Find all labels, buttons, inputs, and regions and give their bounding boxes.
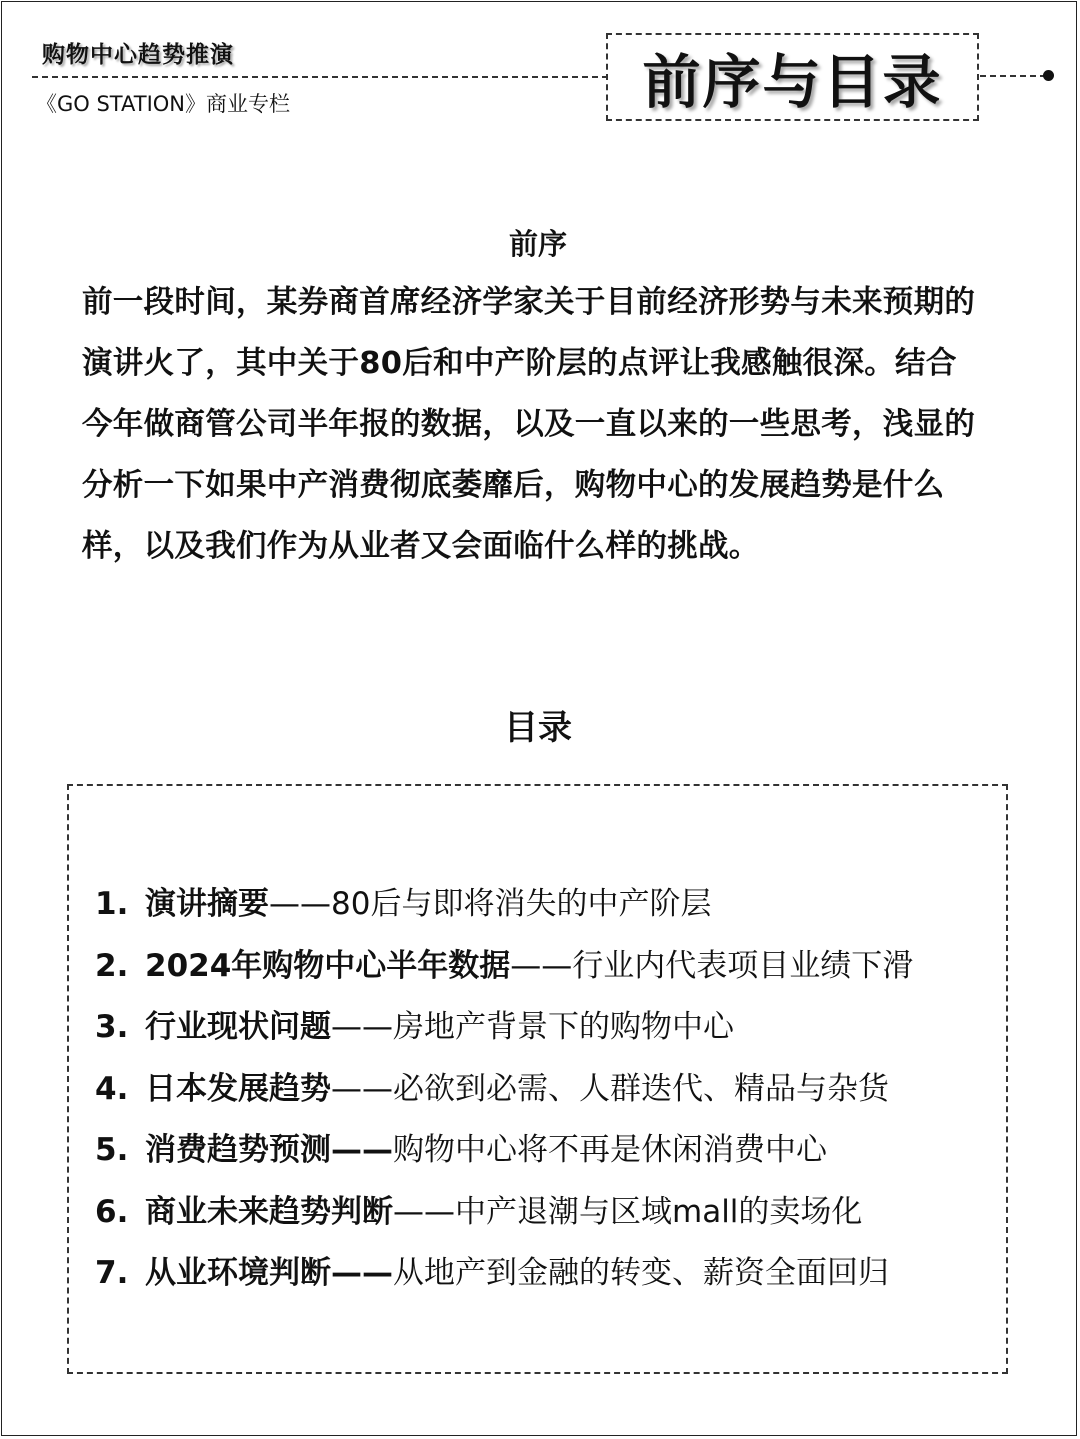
toc-item-subtitle: ——行业内代表项目业绩下滑 [510, 947, 914, 984]
toc-item [95, 1182, 1007, 1244]
toc-item-number: 1. [95, 886, 129, 922]
toc-item-number: 7. [95, 1255, 129, 1291]
toc-item-title: 消费趋势预测—— [145, 1132, 393, 1168]
toc-item-number: 4. [95, 1070, 129, 1107]
toc-item-title: 商业未来趋势判断 [145, 1193, 393, 1230]
toc-item-title: 行业现状问题 [145, 1009, 331, 1045]
header-divider-left [32, 76, 608, 78]
toc-item [95, 997, 1007, 1059]
page-title-box [606, 33, 979, 121]
toc-list [95, 874, 1007, 1305]
toc-item-number: 5. [95, 1132, 129, 1168]
toc-box [67, 784, 1008, 1374]
toc-item-title: 2024年购物中心半年数据 [145, 947, 511, 984]
toc-item-number: 6. [95, 1193, 129, 1230]
toc-item-number: 3. [95, 1009, 129, 1045]
preface-body: 前一段时间，某券商首席经济学家关于目前经济形势与未来预期的演讲火了，其中关于80后和中产阶层的点评让我感触很深。结合今年做商管公司半年报的数据，以及一直以来的一些思考，浅显的分析一下如果中产消费彻底萎靡后，购物中心的发展趋势是什么样，以及我们作为从业者又会面临什么样的挑战。 [82, 285, 976, 564]
toc-item-title: 从业环境判断—— [145, 1255, 393, 1291]
toc-item-subtitle: ——80后与即将消失的中产阶层 [269, 886, 712, 922]
toc-item-subtitle: 从地产到金融的转变、薪资全面回归 [393, 1255, 889, 1291]
toc-item-subtitle: ——中产退潮与区域mall的卖场化 [393, 1193, 863, 1230]
toc-item-title: 日本发展趋势 [145, 1070, 331, 1107]
toc-item-subtitle: ——房地产背景下的购物中心 [331, 1009, 734, 1045]
toc-item [95, 1059, 1007, 1121]
toc-item-number: 2. [95, 947, 129, 984]
toc-item-subtitle: ——必欲到必需、人群迭代、精品与杂货 [331, 1070, 889, 1107]
toc-item-title: 演讲摘要 [145, 886, 269, 922]
toc-item [95, 936, 1007, 998]
toc-item-subtitle: 购物中心将不再是休闲消费中心 [393, 1132, 827, 1168]
toc-heading: 目录 [504, 708, 572, 748]
header-dot [1043, 70, 1054, 81]
toc-item [95, 1120, 1007, 1182]
series-title: 购物中心趋势推演 [42, 42, 234, 68]
column-name: 《GO STATION》商业专栏 [36, 92, 290, 116]
toc-item [95, 874, 1007, 936]
toc-item [95, 1243, 1007, 1305]
page-title: 前序与目录 [642, 48, 943, 116]
preface-heading: 前序 [508, 227, 567, 261]
header-divider-right [980, 75, 1046, 77]
